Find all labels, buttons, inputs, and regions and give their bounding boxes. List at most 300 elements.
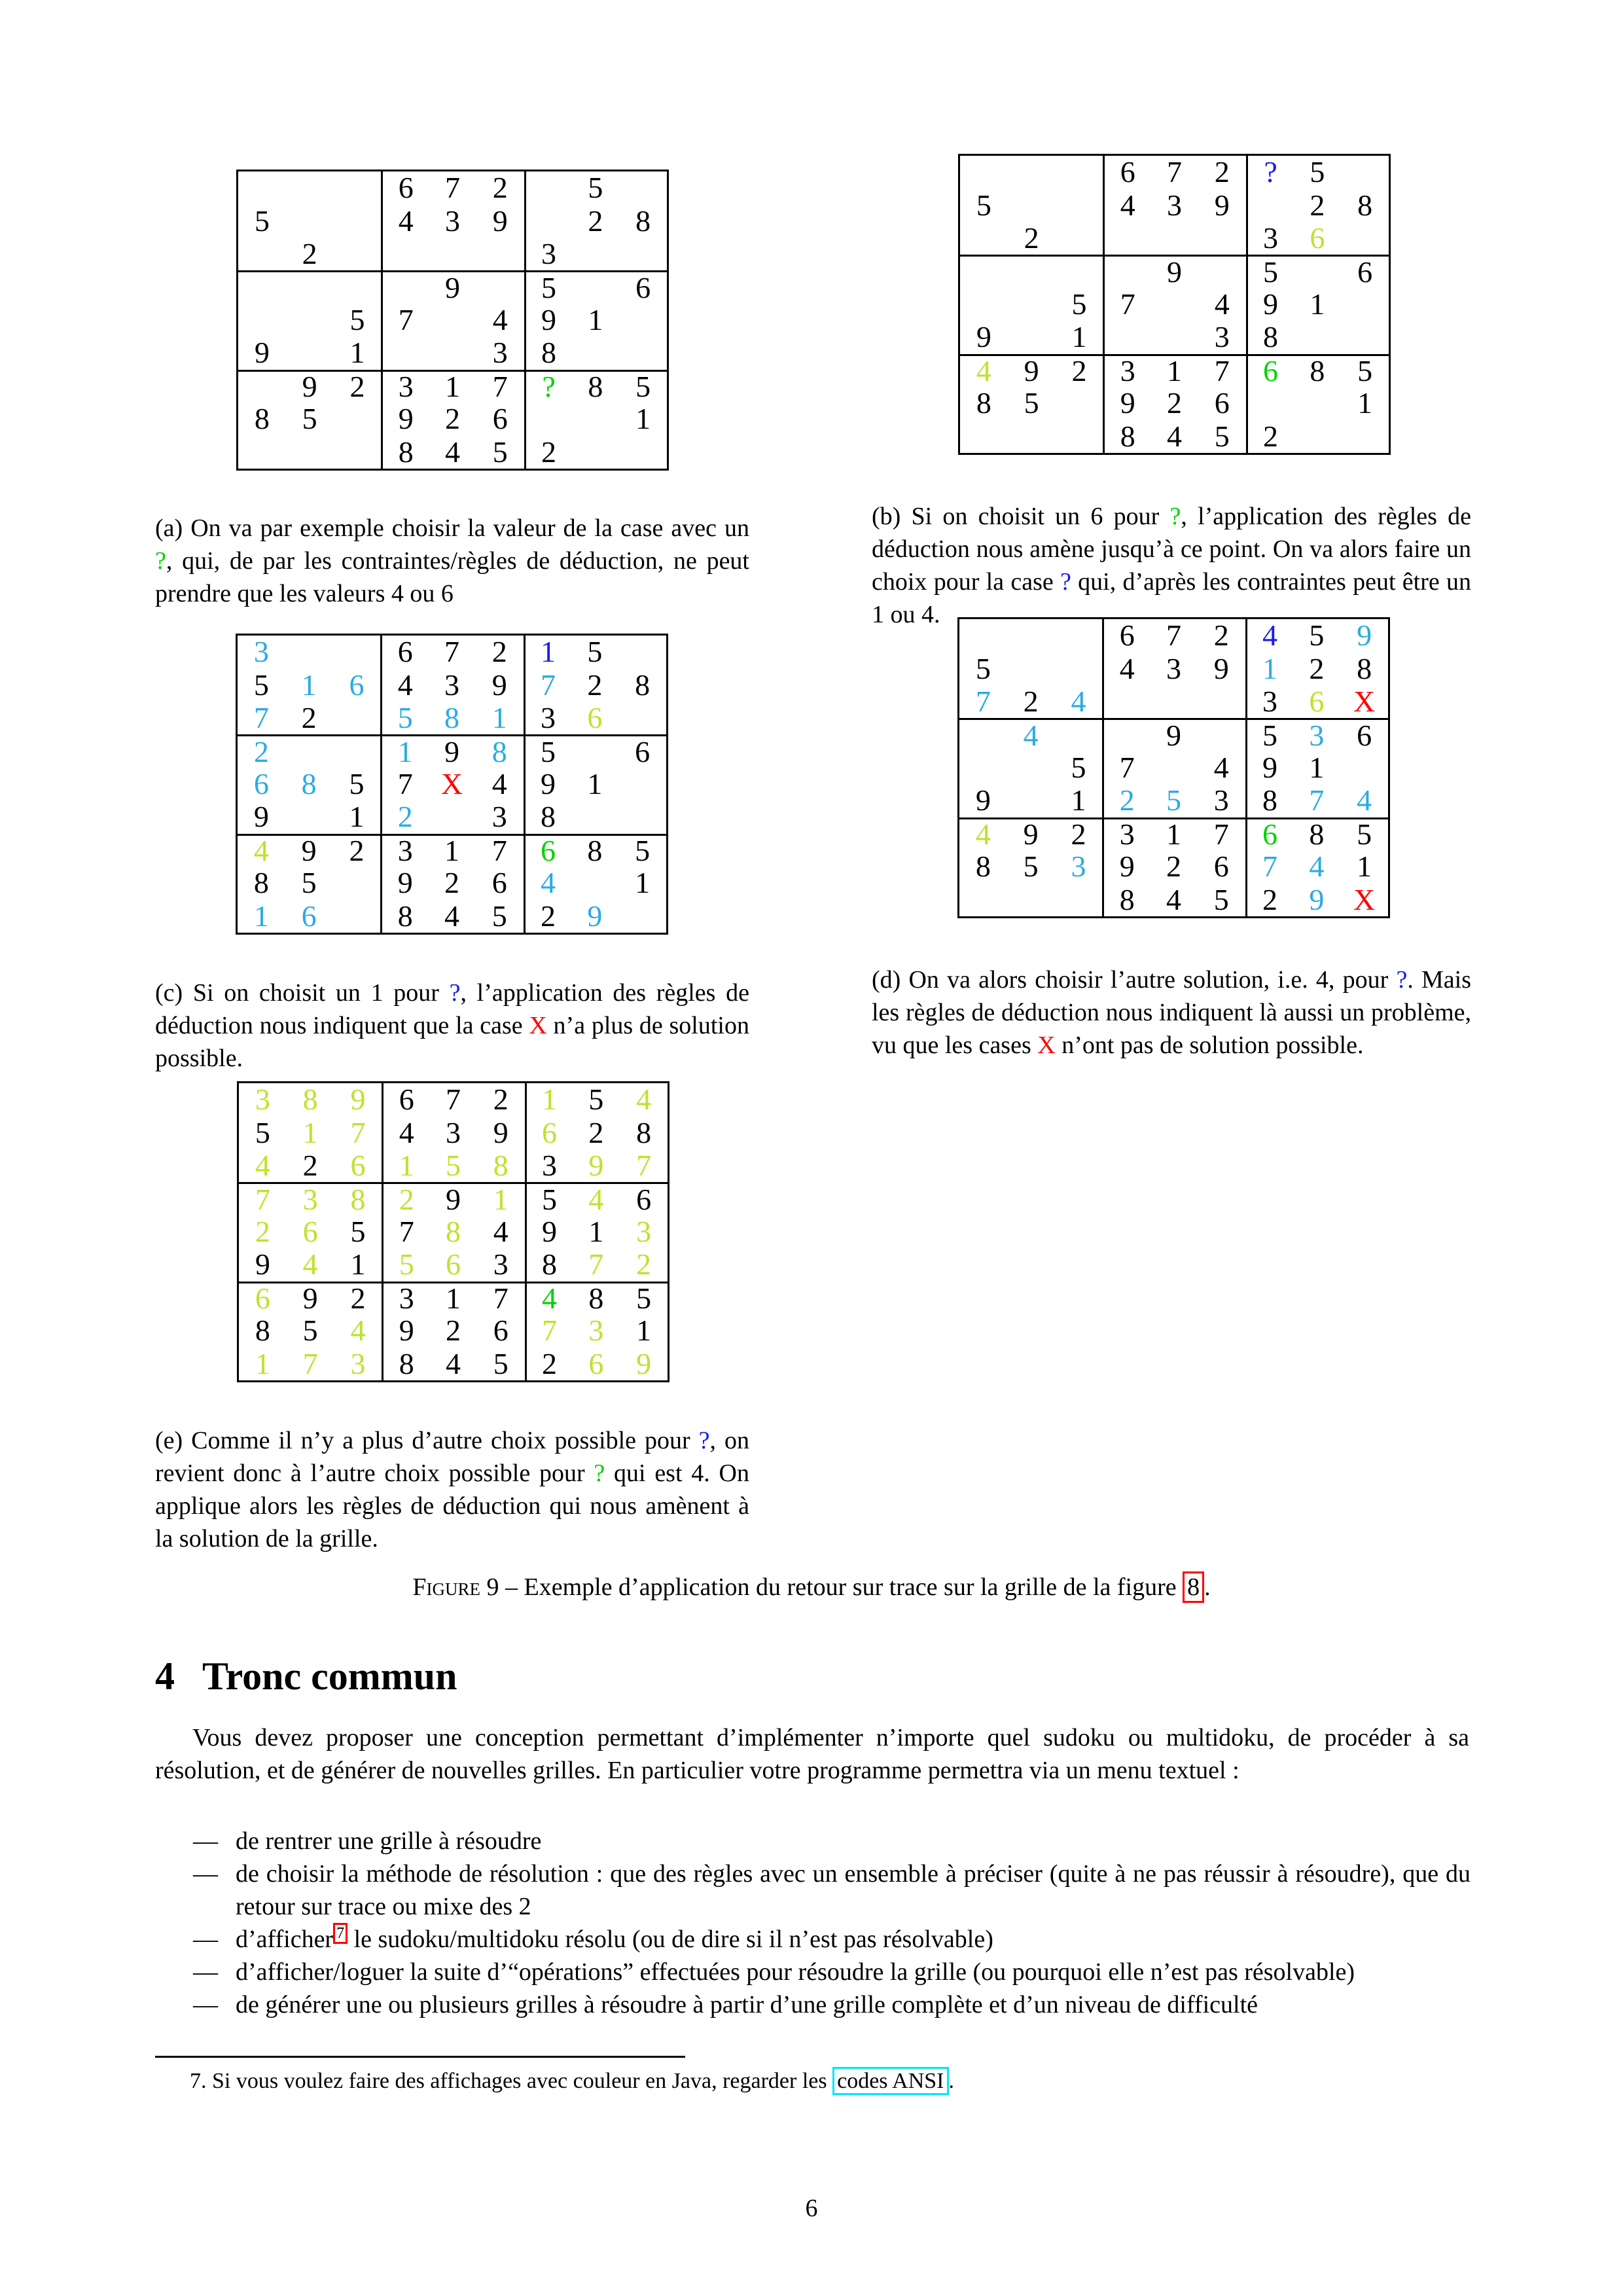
sudoku-cell-c-r1c6: 2 [491, 635, 507, 669]
sudoku-cell-b-r2c7 [1246, 188, 1294, 221]
sudoku-cell-a-r5c2 [286, 304, 334, 336]
sudoku-cell-c-r7c8: 8 [571, 834, 618, 867]
sudoku-cell-c-r9c9 [618, 900, 666, 933]
item-dash-marker: — [193, 1958, 218, 1986]
list-item-text [236, 1958, 1355, 1986]
sudoku-cell-a-r1c6: 2 [492, 171, 508, 205]
sudoku-cell-e-r5c3: 5 [350, 1214, 366, 1248]
sudoku-cell-b-r8c8 [1293, 387, 1341, 420]
text-segment: – Exemple d’application du retour sur trace sur la grille de la figure [499, 1573, 1183, 1601]
sudoku-cell-a-r5c9 [619, 304, 667, 336]
sudoku-cell-c-r5c4: 7 [380, 768, 428, 800]
sudoku-cell-e-r9c9: 9 [636, 1346, 652, 1380]
sudoku-cell-b-r6c9 [1341, 321, 1389, 353]
sudoku-cell-c-r2c5: 3 [444, 668, 459, 702]
sudoku-cell-d-r7c5: 1 [1150, 817, 1198, 850]
sudoku-cell-c-r6c1: 9 [253, 800, 269, 834]
sudoku-cell-a-r3c6 [476, 238, 524, 270]
subfigure-caption-a [155, 512, 749, 610]
sudoku-grid-c [236, 634, 668, 935]
sudoku-cell-b-r5c3: 5 [1071, 287, 1087, 321]
sudoku-cell-e-r1c1: 3 [255, 1083, 270, 1117]
sudoku-cell-c-r2c4: 4 [380, 668, 428, 701]
sudoku-cell-e-r5c5: 8 [445, 1214, 461, 1248]
sudoku-cell-c-r9c2: 6 [301, 899, 317, 933]
sudoku-cell-a-r8c9: 1 [635, 402, 651, 436]
sudoku-cell-a-r6c9 [619, 336, 667, 369]
sudoku-cell-a-r1c5: 7 [444, 171, 460, 205]
sudoku-cell-a-r8c8 [571, 403, 619, 435]
sudoku-cell-a-r8c5: 2 [444, 402, 460, 436]
sudoku-cell-b-r5c8: 1 [1310, 287, 1325, 321]
sudoku-cell-a-r8c7 [524, 403, 572, 435]
sudoku-cell-b-r1c6: 2 [1214, 155, 1230, 189]
sudoku-cell-d-r7c2: 9 [1007, 817, 1055, 850]
sudoku-cell-d-r4c6 [1198, 718, 1245, 751]
sudoku-grid-a [236, 170, 669, 471]
sudoku-cell-c-r9c8: 9 [587, 899, 603, 933]
sudoku-cell-b-r3c9 [1341, 222, 1389, 255]
sudoku-cell-d-r5c4: 7 [1102, 751, 1150, 784]
text-segment: (c) Si on choisit un 1 pour [155, 979, 450, 1007]
sudoku-cell-d-r4c1 [959, 718, 1007, 751]
sudoku-cell-c-r1c9 [618, 636, 666, 668]
sudoku-cell-b-r3c8: 6 [1310, 221, 1325, 255]
sudoku-cell-e-r7c6: 7 [477, 1282, 525, 1314]
sudoku-cell-b-r2c2 [1008, 188, 1056, 221]
sudoku-cell-c-r3c2: 2 [301, 701, 317, 735]
sudoku-cell-e-r7c8: 8 [572, 1282, 620, 1314]
sudoku-cell-e-r5c1: 2 [255, 1214, 270, 1248]
sudoku-cell-a-r5c1 [238, 304, 286, 336]
sudoku-cell-a-r4c1 [238, 270, 286, 303]
text-segment: qui, d’après les contraintes peut être un 1 ou 4. [872, 568, 1471, 628]
sudoku-cell-c-r4c5: 9 [428, 734, 476, 767]
item-dash-marker: — [193, 1991, 218, 2018]
sudoku-cell-b-r5c6: 4 [1214, 287, 1230, 321]
sudoku-cell-a-r6c7: 8 [524, 336, 572, 369]
sudoku-cell-b-r7c4: 3 [1103, 354, 1150, 387]
sudoku-cell-e-r2c4: 4 [382, 1116, 429, 1149]
sudoku-cell-e-r3c4: 1 [382, 1149, 429, 1182]
sudoku-cell-e-r2c1: 5 [255, 1115, 270, 1149]
sudoku-cell-a-r1c4: 6 [381, 171, 429, 204]
text-segment: X [529, 1012, 547, 1039]
sudoku-cell-d-r6c2 [1007, 784, 1055, 817]
sudoku-cell-b-r4c2 [1008, 255, 1056, 287]
text-segment: ? [1396, 966, 1408, 994]
sudoku-cell-d-r4c2: 4 [1007, 718, 1055, 751]
sudoku-cell-b-r3c1 [960, 222, 1008, 255]
sudoku-cell-d-r6c6: 3 [1213, 783, 1229, 817]
list-item [193, 1956, 1471, 1988]
text-segment: ? [594, 1460, 605, 1487]
footnote-text [190, 2067, 1302, 2096]
sudoku-cell-e-r2c2: 1 [302, 1115, 318, 1149]
sudoku-cell-b-r3c4 [1103, 222, 1150, 255]
sudoku-cell-d-r5c2 [1007, 751, 1055, 784]
text-segment: 7. Si vous voulez faire des affichages avec couleur en Java, regarder les [190, 2069, 833, 2093]
sudoku-cell-a-r7c9: 5 [619, 370, 667, 403]
sudoku-cell-a-r2c2 [286, 204, 334, 237]
sudoku-cell-e-r1c4: 6 [382, 1083, 429, 1116]
sudoku-cell-e-r6c8: 7 [588, 1247, 604, 1282]
sudoku-cell-c-r1c8: 5 [587, 635, 603, 669]
sudoku-grid-e [237, 1081, 669, 1382]
sudoku-cell-e-r9c7: 2 [525, 1348, 573, 1380]
sudoku-cell-a-r9c3 [334, 436, 382, 469]
sudoku-cell-c-r3c9 [618, 702, 666, 734]
sudoku-cell-c-r7c3: 2 [333, 834, 381, 867]
sudoku-cell-b-r2c6: 9 [1214, 188, 1230, 222]
sudoku-cell-a-r5c4: 7 [381, 304, 429, 336]
sudoku-cell-c-r3c3 [333, 702, 381, 734]
sudoku-cell-d-r9c7: 2 [1245, 884, 1293, 916]
sudoku-cell-c-r6c3: 1 [349, 800, 365, 834]
sudoku-cell-d-r9c6: 5 [1213, 882, 1229, 916]
sudoku-cell-e-r7c9: 5 [620, 1282, 668, 1314]
sudoku-cell-c-r7c6: 7 [476, 834, 524, 867]
sudoku-cell-e-r8c9: 1 [636, 1314, 652, 1348]
subfigure-caption-e [155, 1424, 749, 1555]
sudoku-cell-d-r9c2 [1007, 884, 1055, 916]
sudoku-cell-d-r8c5: 2 [1166, 850, 1181, 884]
sudoku-cell-e-r7c7: 4 [525, 1282, 573, 1314]
sudoku-cell-b-r4c6 [1198, 255, 1246, 287]
sudoku-cell-c-r1c4: 6 [380, 636, 428, 668]
sudoku-cell-b-r7c3: 2 [1056, 354, 1103, 387]
sudoku-cell-c-r5c3: 5 [349, 766, 365, 800]
sudoku-cell-e-r7c1: 6 [239, 1282, 287, 1314]
sudoku-cell-e-r2c6: 9 [493, 1115, 508, 1149]
sudoku-cell-c-r8c9: 1 [635, 866, 651, 900]
sudoku-cell-d-r4c5: 9 [1150, 718, 1198, 751]
text-segment: de rentrer une grille à résoudre [236, 1827, 542, 1855]
sudoku-cell-d-r2c2 [1007, 652, 1055, 685]
sudoku-cell-d-r8c2: 5 [1023, 850, 1039, 884]
sudoku-cell-e-r7c5: 1 [429, 1282, 477, 1314]
sudoku-cell-b-r9c2 [1008, 420, 1056, 453]
sudoku-cell-a-r6c1: 9 [254, 336, 270, 370]
sudoku-cell-e-r9c6: 5 [493, 1346, 508, 1380]
sudoku-cell-c-r4c3 [333, 734, 381, 767]
sudoku-cell-a-r7c6: 7 [476, 370, 524, 403]
sudoku-cell-c-r1c5: 7 [444, 635, 459, 669]
text-segment: . Mais les règles de déduction nous indiquent là aussi un problème, vu que les cases [872, 966, 1471, 1059]
sudoku-cell-a-r6c2 [286, 336, 334, 369]
figure-8-link[interactable]: 8 [1183, 1571, 1204, 1603]
sudoku-cell-b-r8c2: 5 [1024, 386, 1039, 420]
list-item-text [236, 1860, 1471, 1920]
list-item [193, 1923, 1471, 1956]
sudoku-cell-d-r8c4: 9 [1102, 850, 1150, 883]
sudoku-cell-d-r1c6: 2 [1213, 619, 1229, 653]
sudoku-cell-a-r9c7: 2 [524, 436, 572, 469]
sudoku-cell-e-r2c8: 2 [588, 1115, 604, 1149]
sudoku-cell-e-r2c9: 8 [636, 1115, 652, 1149]
sudoku-cell-c-r4c8 [571, 734, 618, 767]
sudoku-cell-d-r3c8: 6 [1309, 685, 1325, 719]
sudoku-cell-e-r6c3: 1 [350, 1247, 366, 1282]
sudoku-cell-c-r7c2: 9 [285, 834, 333, 867]
sudoku-cell-c-r7c9: 5 [618, 834, 666, 867]
text-segment: , qui, de par les contraintes/règles de déduction, ne peut prendre que les valeurs 4 ou 6 [155, 547, 749, 607]
sudoku-cell-e-r6c4: 5 [382, 1248, 429, 1281]
sudoku-cell-a-r9c5: 4 [444, 435, 460, 469]
sudoku-cell-c-r8c1: 8 [253, 866, 269, 900]
text-segment: X [1037, 1031, 1056, 1059]
sudoku-cell-a-r9c8 [571, 436, 619, 469]
sudoku-cell-d-r8c3: 3 [1071, 850, 1086, 884]
sudoku-cell-d-r6c8: 7 [1309, 783, 1325, 817]
sudoku-cell-b-r7c6: 7 [1198, 354, 1246, 387]
sudoku-cell-b-r1c9 [1341, 156, 1389, 188]
text-segment: Figure 9 [412, 1573, 499, 1601]
sudoku-cell-a-r6c5 [429, 336, 476, 369]
sudoku-cell-b-r2c9: 8 [1357, 188, 1373, 222]
sudoku-cell-b-r9c3 [1056, 420, 1103, 453]
sudoku-cell-c-r3c7: 3 [524, 702, 571, 734]
sudoku-cell-e-r1c2: 8 [302, 1083, 318, 1117]
sudoku-cell-c-r5c8: 1 [587, 766, 603, 800]
sudoku-cell-a-r1c2 [286, 171, 334, 204]
text-segment: ? [449, 979, 461, 1007]
sudoku-cell-a-r8c2: 5 [302, 402, 317, 436]
sudoku-cell-d-r3c3: 4 [1071, 685, 1086, 719]
sudoku-cell-d-r1c9: 9 [1357, 619, 1372, 653]
sudoku-cell-c-r5c2: 8 [301, 766, 317, 800]
text-segment: . [1204, 1573, 1211, 1601]
sudoku-cell-b-r9c7: 2 [1246, 420, 1294, 453]
sudoku-cell-d-r3c2: 2 [1023, 685, 1039, 719]
sudoku-cell-e-r6c5: 6 [445, 1247, 461, 1282]
sudoku-cell-a-r6c3: 1 [349, 336, 365, 370]
sudoku-cell-d-r8c7: 7 [1245, 850, 1293, 883]
sudoku-cell-b-r4c7: 5 [1246, 255, 1294, 287]
text-segment: , l’application des règles de déduction nous indiquent que la case [155, 979, 749, 1039]
sudoku-grid-b [958, 154, 1391, 455]
section-number: 4 [155, 1655, 175, 1698]
sudoku-cell-a-r3c2: 2 [302, 237, 317, 271]
sudoku-cell-c-r4c1: 2 [238, 734, 285, 767]
sudoku-cell-a-r5c7: 9 [524, 304, 572, 336]
sudoku-cell-a-r4c7: 5 [524, 270, 572, 303]
sudoku-cell-e-r4c2: 3 [287, 1182, 334, 1215]
text-segment: ? [155, 547, 166, 575]
sudoku-cell-a-r4c5: 9 [429, 270, 476, 303]
sudoku-cell-d-r2c6: 9 [1213, 651, 1229, 685]
sudoku-cell-e-r9c2: 7 [302, 1346, 318, 1380]
text-segment: d’afficher [236, 1926, 334, 1953]
sudoku-cell-e-r4c8: 4 [572, 1182, 620, 1215]
sudoku-cell-d-r3c4 [1102, 685, 1150, 718]
sudoku-cell-d-r9c1 [959, 884, 1007, 916]
sudoku-cell-d-r2c5: 3 [1166, 651, 1181, 685]
sudoku-cell-c-r1c2 [285, 636, 333, 668]
sudoku-cell-a-r5c8: 1 [588, 302, 603, 336]
sudoku-cell-c-r8c5: 2 [444, 866, 459, 900]
sudoku-cell-d-r7c6: 7 [1198, 817, 1245, 850]
sudoku-cell-c-r6c8 [571, 800, 618, 833]
sudoku-cell-e-r8c4: 9 [382, 1314, 429, 1347]
sudoku-cell-d-r3c1: 7 [975, 685, 991, 719]
sudoku-cell-e-r8c7: 7 [525, 1314, 573, 1347]
sudoku-cell-e-r2c7: 6 [525, 1116, 573, 1149]
sudoku-cell-a-r8c6: 6 [492, 402, 508, 436]
sudoku-cell-c-r1c3 [333, 636, 381, 668]
sudoku-cell-a-r9c2 [286, 436, 334, 469]
section-title: Tronc commun [202, 1655, 457, 1698]
sudoku-cell-a-r2c3 [334, 204, 382, 237]
footnote-rule [155, 2056, 685, 2058]
sudoku-cell-c-r5c6: 4 [491, 766, 507, 800]
sudoku-cell-d-r1c5: 7 [1166, 619, 1181, 653]
sudoku-cell-b-r1c7: ? [1246, 156, 1294, 188]
sudoku-cell-c-r8c3 [333, 867, 381, 899]
text-segment: , on revient donc à l’autre choix possible pour [155, 1427, 750, 1487]
list-item [193, 1988, 1471, 2021]
sudoku-cell-d-r6c9: 4 [1357, 783, 1372, 817]
sudoku-cell-d-r1c7: 4 [1245, 619, 1293, 652]
sudoku-cell-e-r1c5: 7 [445, 1083, 461, 1117]
sudoku-cell-e-r5c7: 9 [525, 1215, 573, 1248]
text-segment: qui est 4. On applique alors les règles de déduction qui nous amènent à la solution de la grille. [155, 1460, 749, 1552]
sudoku-cell-c-r9c1: 1 [253, 899, 269, 933]
figure-caption [157, 1571, 1466, 1604]
sudoku-cell-d-r4c8: 3 [1293, 718, 1340, 751]
sudoku-cell-a-r6c6: 3 [492, 336, 508, 370]
sudoku-cell-c-r6c4: 2 [380, 800, 428, 833]
sudoku-cell-d-r5c6: 4 [1213, 750, 1229, 784]
sudoku-cell-c-r9c7: 2 [524, 900, 571, 933]
sudoku-cell-b-r5c2 [1008, 288, 1056, 321]
sudoku-cell-e-r8c3: 4 [350, 1314, 366, 1348]
sudoku-cell-c-r4c4: 1 [380, 734, 428, 767]
sudoku-cell-e-r7c4: 3 [382, 1282, 429, 1314]
sudoku-cell-b-r6c5 [1150, 321, 1198, 353]
sudoku-cell-c-r6c6: 3 [491, 800, 507, 834]
sudoku-cell-b-r1c1 [960, 156, 1008, 188]
list-item [193, 1857, 1471, 1923]
subfigure-caption-c [155, 977, 749, 1075]
sudoku-cell-d-r7c4: 3 [1102, 817, 1150, 850]
sudoku-cell-e-r4c5: 9 [429, 1182, 477, 1215]
list-item-text [236, 1827, 541, 1855]
sudoku-cell-b-r8c9: 1 [1357, 386, 1373, 420]
sudoku-cell-d-r5c7: 9 [1245, 751, 1293, 784]
sudoku-cell-e-r7c2: 9 [287, 1282, 334, 1314]
sudoku-cell-b-r2c1: 5 [976, 188, 991, 222]
sudoku-cell-b-r8c3 [1056, 387, 1103, 420]
text-segment: ? [698, 1427, 710, 1454]
sudoku-cell-b-r6c6: 3 [1214, 320, 1230, 354]
sudoku-cell-a-r7c8: 8 [571, 370, 619, 403]
sudoku-cell-d-r3c6 [1198, 685, 1245, 718]
sudoku-cell-c-r2c7: 7 [524, 668, 571, 701]
sudoku-cell-e-r6c9: 2 [636, 1247, 652, 1282]
sudoku-cell-d-r5c5 [1150, 751, 1198, 784]
sudoku-cell-e-r7c3: 2 [334, 1282, 382, 1314]
sudoku-cell-a-r7c3: 2 [334, 370, 382, 403]
sudoku-cell-b-r4c5: 9 [1150, 255, 1198, 287]
footnote-7-marker[interactable]: 7 [333, 1923, 348, 1944]
sudoku-cell-c-r9c3 [333, 900, 381, 933]
sudoku-cell-b-r4c9: 6 [1341, 255, 1389, 287]
text-segment: , l’application des règles de déduction nous amène jusqu’à ce point. On va alors faire un choix pour la case [872, 503, 1472, 596]
sudoku-cell-a-r2c5: 3 [444, 204, 460, 238]
sudoku-cell-d-r1c8: 5 [1309, 619, 1325, 653]
sudoku-cell-c-r6c7: 8 [524, 800, 571, 833]
sudoku-cell-a-r9c6: 5 [492, 435, 508, 469]
sudoku-cell-b-r1c4: 6 [1103, 156, 1150, 188]
sudoku-cell-a-r2c7 [524, 204, 572, 237]
sudoku-cell-d-r8c9: 1 [1357, 850, 1372, 884]
sudoku-cell-c-r1c1: 3 [253, 635, 269, 669]
sudoku-cell-b-r6c7: 8 [1246, 321, 1294, 353]
sudoku-cell-e-r8c5: 2 [445, 1314, 461, 1348]
sudoku-cell-b-r6c4 [1103, 321, 1150, 353]
section-heading [155, 1655, 457, 1698]
sudoku-cell-d-r2c7: 1 [1245, 652, 1293, 685]
sudoku-cell-e-r3c5: 5 [445, 1149, 461, 1183]
sudoku-cell-c-r5c9 [618, 768, 666, 800]
text-segment: ? [1169, 503, 1181, 530]
sudoku-cell-b-r7c2: 9 [1008, 354, 1056, 387]
sudoku-cell-b-r1c8: 5 [1310, 155, 1325, 189]
sudoku-cell-b-r8c6: 6 [1214, 386, 1230, 420]
text-segment: (a) On va par exemple choisir la valeur de la case avec un [155, 514, 749, 542]
sudoku-cell-d-r5c9 [1340, 751, 1388, 784]
sudoku-cell-c-r6c5 [428, 800, 476, 833]
item-dash-marker: — [193, 1926, 218, 1953]
sudoku-cell-c-r2c3: 6 [349, 668, 365, 702]
sudoku-cell-e-r2c3: 7 [350, 1115, 366, 1149]
sudoku-cell-e-r4c6: 1 [477, 1182, 525, 1215]
sudoku-cell-d-r9c9: X [1353, 882, 1376, 916]
sudoku-cell-b-r1c3 [1056, 156, 1103, 188]
sudoku-cell-d-r3c9: X [1353, 685, 1376, 719]
sudoku-cell-d-r1c4: 6 [1102, 619, 1150, 652]
sudoku-cell-c-r5c1: 6 [253, 766, 269, 800]
sudoku-cell-c-r8c8 [571, 867, 618, 899]
sudoku-cell-d-r5c1 [959, 751, 1007, 784]
sudoku-cell-d-r7c1: 4 [959, 817, 1007, 850]
sudoku-cell-c-r6c2 [285, 800, 333, 833]
ansi-codes-link[interactable]: codes ANSI [832, 2067, 948, 2095]
sudoku-cell-c-r7c4: 3 [380, 834, 428, 867]
sudoku-cell-e-r9c4: 8 [382, 1348, 429, 1380]
sudoku-cell-e-r5c9: 3 [636, 1214, 652, 1248]
body-paragraph: Vous devez proposer une conception permettant d’implémenter n’importe quel sudoku ou multidoku, de procéder à sa résolution, et de générer de nouvelles grilles. En particulier votre programme permettra via un menu textuel : [155, 1724, 1469, 1784]
sudoku-cell-b-r7c1: 4 [960, 354, 1008, 387]
sudoku-cell-d-r6c3: 1 [1071, 783, 1086, 817]
sudoku-cell-a-r4c6 [476, 270, 524, 303]
sudoku-cell-e-r4c9: 6 [620, 1182, 668, 1215]
sudoku-cell-b-r1c2 [1008, 156, 1056, 188]
text-segment: n’ont pas de solution possible. [1055, 1031, 1364, 1059]
sudoku-cell-b-r9c6: 5 [1214, 419, 1230, 453]
sudoku-cell-a-r9c1 [238, 436, 286, 469]
sudoku-cell-a-r3c4 [381, 238, 429, 270]
sudoku-cell-c-r7c1: 4 [238, 834, 285, 867]
sudoku-cell-d-r9c3 [1055, 884, 1103, 916]
sudoku-cell-b-r7c9: 5 [1341, 354, 1389, 387]
list-item-text [236, 1991, 1258, 2018]
sudoku-cell-a-r5c6: 4 [492, 302, 508, 336]
sudoku-cell-b-r8c5: 2 [1166, 386, 1182, 420]
sudoku-cell-c-r2c2: 1 [301, 668, 317, 702]
sudoku-cell-a-r4c3 [334, 270, 382, 303]
